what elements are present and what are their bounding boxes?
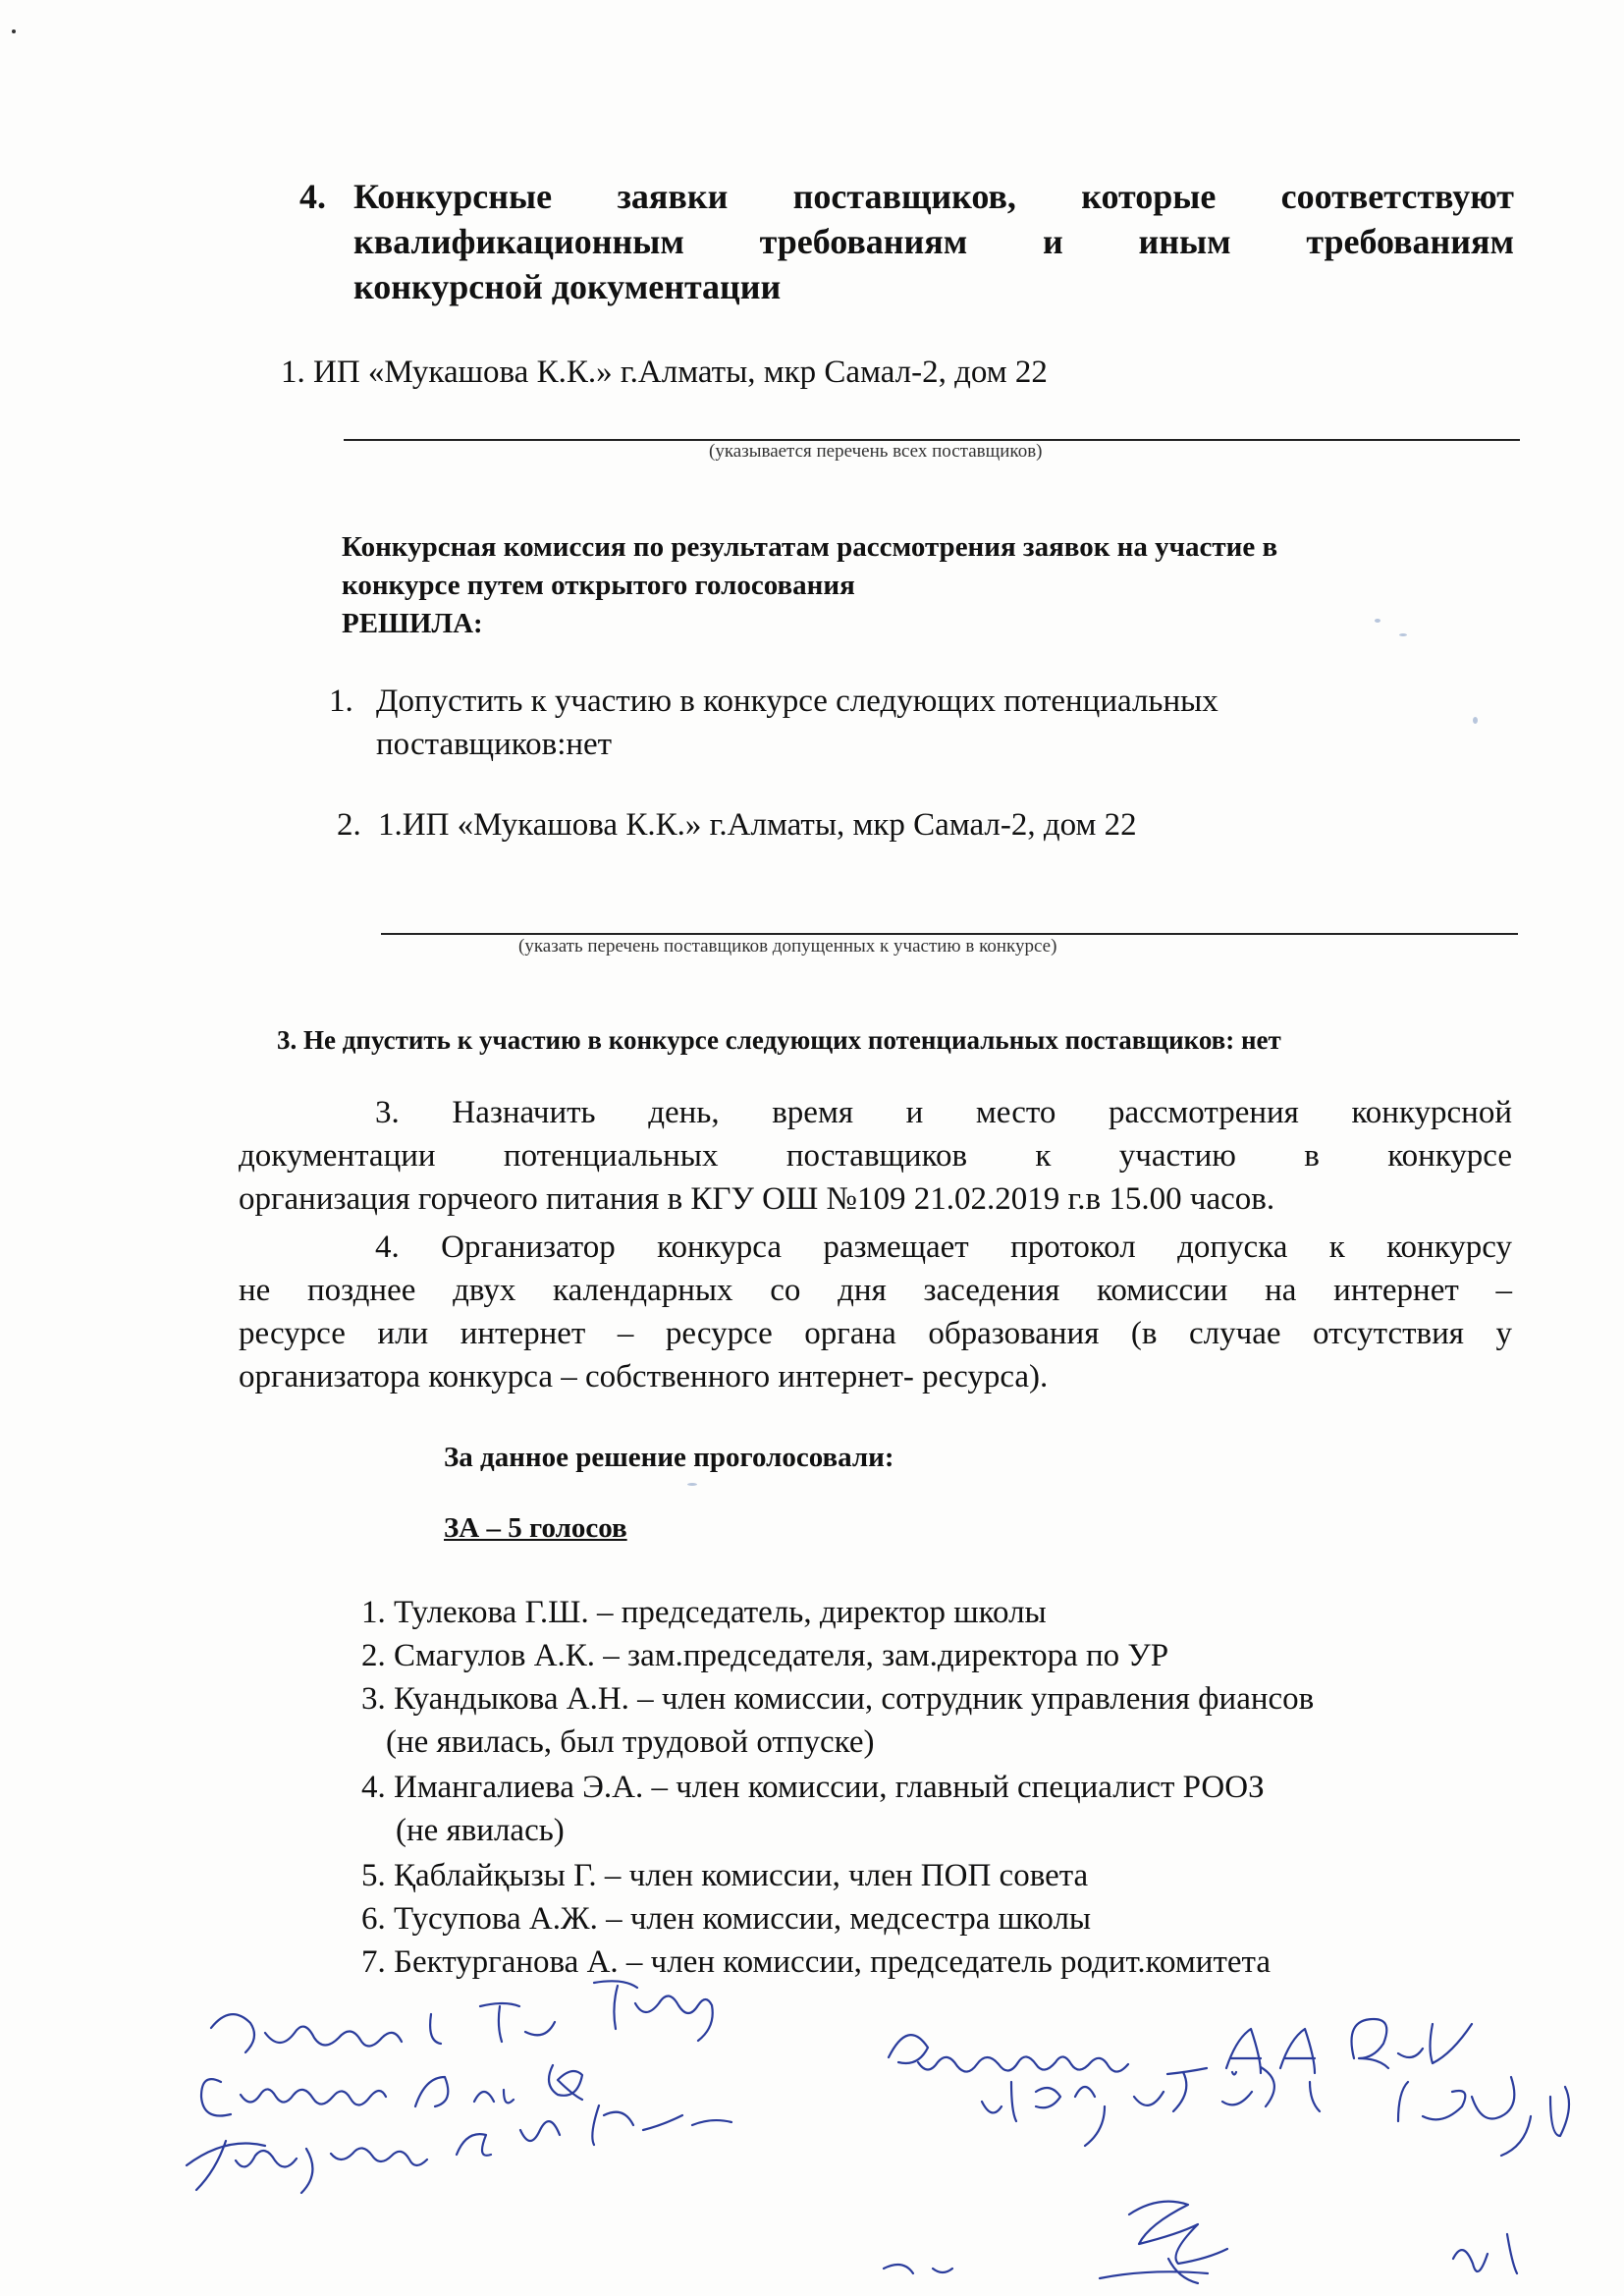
para-4-line4: организатора конкурса – собственного интернет- ресурса). xyxy=(239,1359,1049,1394)
decided-label: РЕШИЛА: xyxy=(342,608,483,639)
member-3-note: (не явилась, был трудовой отпуске) xyxy=(386,1724,875,1760)
section-4-number: 4. xyxy=(299,177,326,216)
member-4: 4. Имангалиева Э.А. – член комиссии, главный специалист РООЗ xyxy=(361,1770,1265,1805)
para-3-line2: документации потенциальных поставщиков к участию в конкурсе xyxy=(239,1138,1512,1174)
para-4-line3: ресурсе или интернет – ресурсе органа образования (в случае отсутствия у xyxy=(239,1316,1512,1351)
votes-for: ЗА – 5 голосов xyxy=(444,1512,627,1544)
para-4-line2: не позднее двух календарных со дня заседения комиссии на интернет – xyxy=(239,1273,1512,1308)
voting-title: За данное решение проголосовали: xyxy=(444,1442,894,1473)
signature-bekturganova xyxy=(889,2019,1472,2074)
signature-bottom-right xyxy=(1453,2234,1517,2273)
section-4-heading-line2: квалификационным требованиям и иным требованиям xyxy=(353,222,1514,261)
commission-text-line1: Конкурсная комиссия по результатам рассмотрения заявок на участие в xyxy=(342,531,1278,563)
signature-tulekova xyxy=(211,1981,713,2052)
para-3-line3: организация горчеого питания в КГУ ОШ №109 21.02.2019 г.в 15.00 часов. xyxy=(239,1181,1275,1217)
decision-1-line1: Допустить к участию в конкурсе следующих потенциальных xyxy=(376,683,1218,719)
member-4-note: (не явилась) xyxy=(396,1813,565,1848)
decision-1-number: 1. xyxy=(329,683,353,719)
member-2: 2. Смагулов А.К. – зам.председателя, зам.директора по УР xyxy=(361,1638,1169,1673)
caption-admitted-suppliers: (указать перечень поставщиков допущенных к участию в конкурсе) xyxy=(518,936,1057,957)
signature-bottom-left-fragment xyxy=(884,2265,952,2273)
para-4-line1: 4. Организатор конкурса размещает протокол допуска к конкурсу xyxy=(375,1230,1512,1265)
section-4-heading-line3: конкурсной документации xyxy=(353,267,782,306)
para-3-line1: 3. Назначить день, время и место рассмотрения конкурсной xyxy=(375,1095,1512,1130)
member-5: 5. Қаблайқызы Г. – член комиссии, член ПОП совета xyxy=(361,1858,1089,1893)
not-admit-text: 3. Не дпустить к участию в конкурсе следующих потенциальных поставщиков: нет xyxy=(277,1025,1281,1055)
signature-smagulov xyxy=(201,2065,582,2116)
supplier-list-item: 1. ИП «Мукашова К.К.» г.Алматы, мкр Самал-2, дом 22 xyxy=(281,355,1048,390)
commission-text-line2: конкурсе путем открытого голосования xyxy=(342,570,855,601)
member-7: 7. Бектурганова А. – член комиссии, председатель родит.комитета xyxy=(361,1944,1271,1980)
signature-bottom-scribble xyxy=(1100,2202,1227,2283)
decision-2-text: 1.ИП «Мукашова К.К.» г.Алматы, мкр Самал-2, дом 22 xyxy=(378,807,1137,843)
signature-tusupova xyxy=(187,2105,731,2193)
member-3: 3. Куандыкова А.Н. – член комиссии, сотрудник управления фиансов xyxy=(361,1681,1315,1717)
decision-2-number: 2. xyxy=(337,807,361,843)
member-1: 1. Тулекова Г.Ш. – председатель, директор школы xyxy=(361,1595,1047,1630)
signature-kablaikyzy-arabic xyxy=(982,2067,1569,2156)
section-4-heading-line1: Конкурсные заявки поставщиков, которые соответствуют xyxy=(353,177,1514,216)
member-6: 6. Тусупова А.Ж. – член комиссии, медсестра школы xyxy=(361,1901,1092,1937)
decision-1-line2: поставщиков:нет xyxy=(376,727,613,762)
caption-all-suppliers: (указывается перечень всех поставщиков) xyxy=(709,441,1043,462)
